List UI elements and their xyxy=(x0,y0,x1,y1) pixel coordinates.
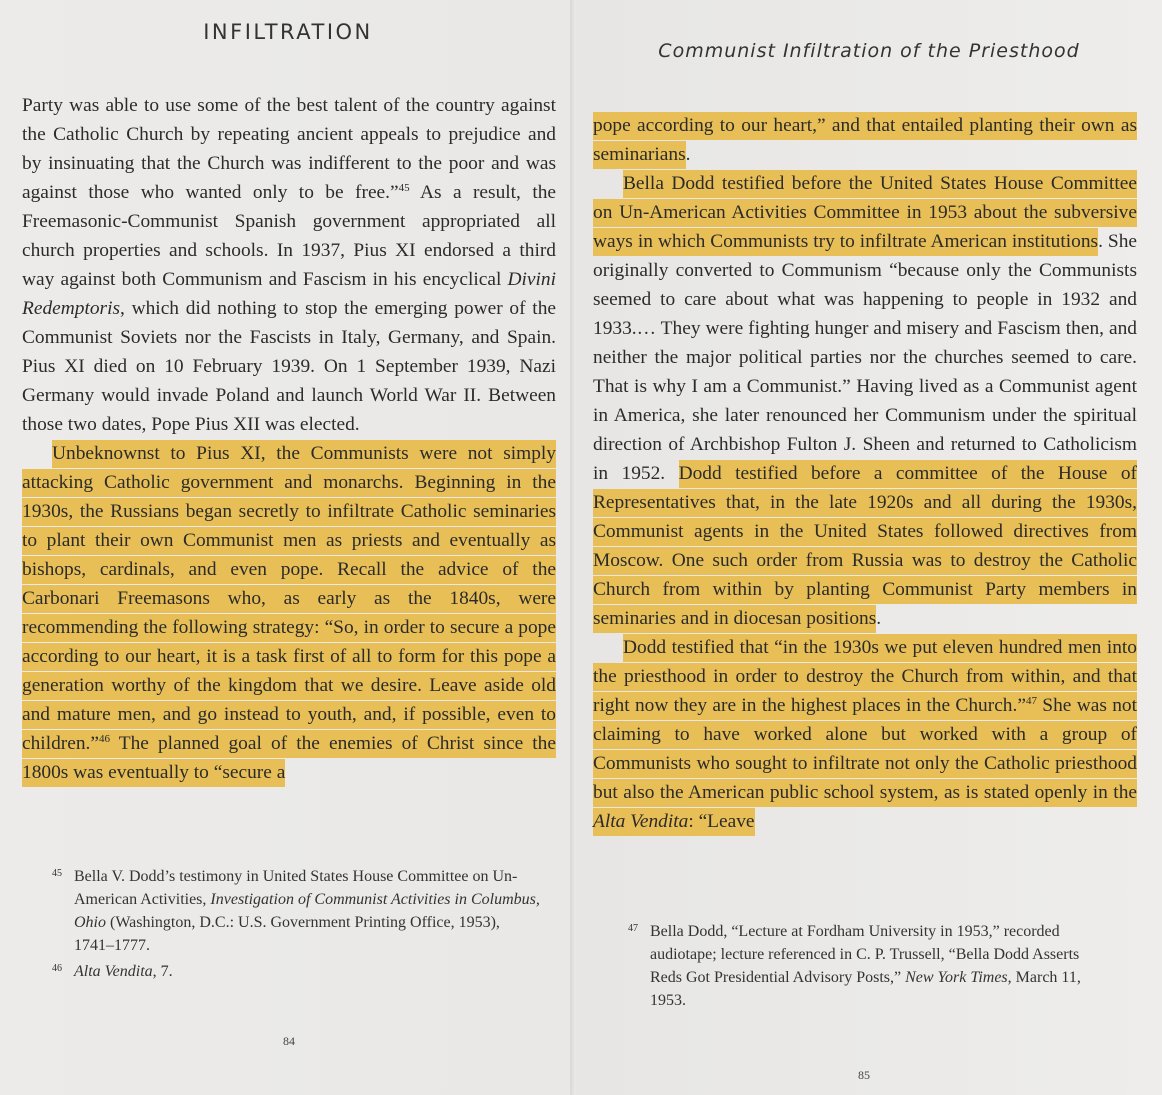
right-paragraph-2 xyxy=(593,169,1137,633)
text-run: , 7. xyxy=(152,963,173,980)
text-run: The planned goal of the enemies of Christ since the 1800s was eventually to “secure a xyxy=(22,733,556,783)
text-run: : “Leave xyxy=(688,811,755,832)
footnote-number: 46 xyxy=(52,963,62,974)
footnote-ref-47[interactable]: 47 xyxy=(1025,695,1037,707)
right-footnotes xyxy=(628,917,1108,1012)
italic-title: Investigation of Communist Activities in Columbus, Ohio xyxy=(74,891,540,931)
text-run: Dodd testified that “in the 1930s we put eleven hundred men into the priesthood in order to destroy the Church from within, and that right now they are in the highest places in the Church.” xyxy=(593,637,1137,716)
text-run: . xyxy=(876,608,882,629)
left-paragraph-1 xyxy=(22,91,556,439)
running-header-left: INFILTRATION xyxy=(203,20,373,44)
highlighted-passage: Dodd testified before a committee of the House of Representatives that, in the late 1920s and all during the 1930s, Communist agents in the United States followed directives from Moscow. One such order from Russia was to destroy the Catholic Church from within by planting Communist Party members in seminaries and in diocesan positions xyxy=(593,460,1137,633)
footnote-ref-45[interactable]: 45 xyxy=(398,182,410,194)
text-run: . She originally converted to Communism “because only the Communists seemed to care about what was happening to people in 1932 and 1933.… They were fighting hunger and misery and Fascism then, and neither the major political parties nor the churches seemed to care. That is why I am a Communist.” Having lived as a Communist agent in America, she later renounced her Communism under the spiritual direction of Archbishop Fulton J. Sheen and returned to Catholicism in 1952. xyxy=(593,231,1137,484)
text-run: Bella Dodd, “Lecture at Fordham University in 1953,” recorded audiotape; lecture referenced in C. P. Trussell, “Bella Dodd Asserts Reds Got Presidential Advisory Posts,” xyxy=(650,923,1080,986)
text-run: Party was able to use some of the best talent of the country against the Catholic Church by repeating ancient appeals to prejudice and by insinuating that the Church was indifferent to the poor and was against those who wanted only to be free.” xyxy=(22,95,556,203)
text-run: (Washington, D.C.: U.S. Government Printing Office, 1953), 1741–1777. xyxy=(74,914,500,954)
italic-title: Alta Vendita xyxy=(74,963,153,980)
footnote-47 xyxy=(628,917,1108,1012)
text-run: , March 11, 1953. xyxy=(650,969,1081,1009)
footnote-45 xyxy=(52,862,542,957)
footnote-number: 47 xyxy=(628,923,638,934)
italic-title: Alta Vendita xyxy=(593,811,689,832)
text-run: , which did nothing to stop the emerging power of the Communist Soviets nor the Fascists in Italy, Germany, and Spain. Pius XI died on 10 February 1939. On 1 September 1939, Nazi Germany would invade Poland and launch World War II. Between those two dates, Pope Pius XII was elected. xyxy=(22,298,556,435)
left-page xyxy=(0,0,576,1095)
left-paragraph-2 xyxy=(22,439,556,787)
highlighted-passage: Bella Dodd testified before the United States House Committee on Un-American Activities Committee in 1953 about the subversive ways in which Communists try to infiltrate American institutions xyxy=(593,170,1137,256)
footnote-46 xyxy=(52,957,542,983)
text-run: She was not claiming to have worked alone but worked with a group of Communists who sought to infiltrate not only the Catholic priesthood but also the American public school system, as is stated openly in the xyxy=(593,695,1137,803)
text-run: Unbeknownst to Pius XI, the Communists were not simply attacking Catholic government and monarchs. Beginning in the 1930s, the Russians began secretly to infiltrate Catholic seminaries to plant their own Communist men as priests and eventually as bishops, cardinals, and even pope. Recall the advice of the Carbonari Freemasons who, as early as the 1840s, were recommending the following strategy: “So, in order to secure a pope according to our heart, it is a task first of all to form for this pope a generation worthy of the kingdom that we desire. Leave aside old and mature men, and go instead to youth, and, if possible, even to children.” xyxy=(22,443,556,754)
left-body-text xyxy=(22,91,556,787)
page-number-right: 85 xyxy=(858,1068,870,1082)
highlighted-passage xyxy=(22,440,556,787)
text-run: . xyxy=(685,144,691,165)
footnote-number: 45 xyxy=(52,868,62,879)
right-page xyxy=(576,0,1162,1095)
text-run: As a result, the Freemasonic-Communist Spanish government appropriated all church properties and schools. In 1937, Pius XI endorsed a third way against both Communism and Fascism in his encyclical xyxy=(22,182,557,290)
highlighted-passage xyxy=(593,634,1137,836)
running-header-right: Communist Infiltration of the Priesthood xyxy=(658,40,1080,62)
text-run: Bella V. Dodd’s testimony in United States House Committee on Un-American Activities, xyxy=(74,868,518,908)
right-paragraph-3 xyxy=(593,633,1137,836)
page-number-left: 84 xyxy=(283,1034,295,1048)
left-footnotes xyxy=(52,862,542,983)
italic-title: Divini Redemptoris xyxy=(22,269,556,319)
right-paragraph-1 xyxy=(593,111,1137,169)
highlighted-passage: pope according to our heart,” and that entailed planting their own as seminarians xyxy=(593,112,1137,169)
footnote-ref-46[interactable]: 46 xyxy=(99,733,110,745)
italic-title: New York Times xyxy=(905,969,1008,986)
right-body-text xyxy=(593,111,1137,836)
